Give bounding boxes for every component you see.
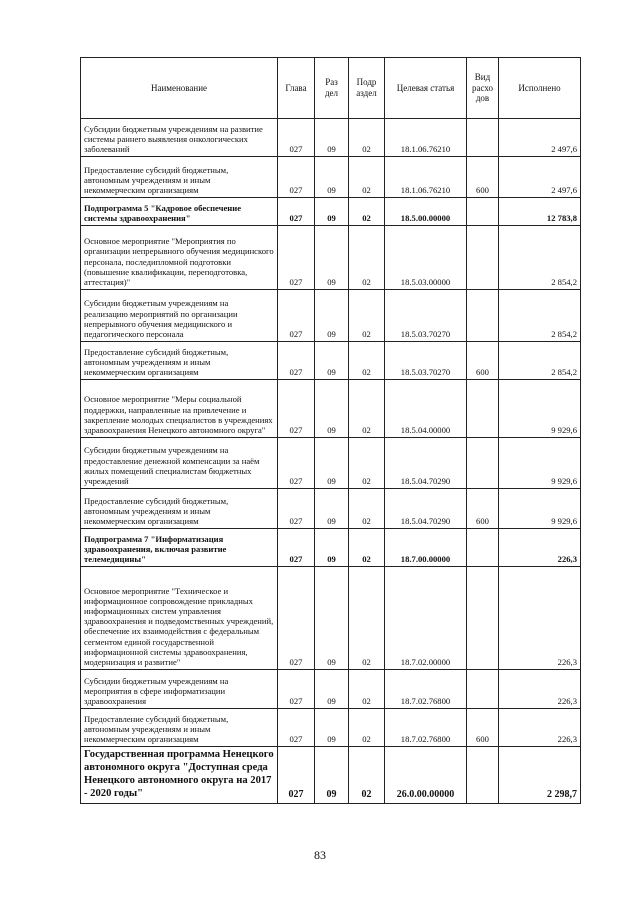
cell-executed: 226,3: [499, 567, 581, 670]
cell-executed: 226,3: [499, 529, 581, 567]
cell-executed: 9 929,6: [499, 489, 581, 529]
table-header-row: [81, 58, 581, 119]
cell-executed: 2 497,6: [499, 157, 581, 198]
cell-name: Субсидии бюджетным учреждениям на развитие системы раннего выявления онкологических заболеваний: [81, 119, 278, 157]
cell-target: 18.7.00.00000: [385, 529, 467, 567]
cell-chapter: 027: [278, 119, 315, 157]
cell-section: 09: [315, 119, 349, 157]
cell-type: [467, 226, 499, 290]
cell-section: 09: [315, 290, 349, 342]
cell-type: [467, 380, 499, 438]
cell-name: Предоставление субсидий бюджетным, автономным учреждениям и иным некоммерческим организациям: [81, 709, 278, 747]
cell-section: 09: [315, 342, 349, 380]
cell-chapter: 027: [278, 157, 315, 198]
cell-chapter: 027: [278, 567, 315, 670]
table-row: [81, 342, 581, 380]
cell-executed: 9 929,6: [499, 380, 581, 438]
cell-name: Субсидии бюджетным учреждениям на реализацию мероприятий по организации непрерывного обучения медицинского и педагогического персонала: [81, 290, 278, 342]
cell-type: [467, 747, 499, 804]
cell-subsection: 02: [349, 290, 385, 342]
cell-target: 18.7.02.76800: [385, 670, 467, 709]
header-executed: Исполнено: [499, 58, 581, 119]
cell-name: Предоставление субсидий бюджетным, автономным учреждениям и иным некоммерческим организациям: [81, 157, 278, 198]
cell-name: Основное мероприятие "Техническое и информационное сопровождение прикладных информационных систем управления здравоохранения и подведомственных учреждений, обеспечение их взаимодействия с федеральным сегментом единой государственной информационной системы здравоохранения, модернизация и развитие": [81, 567, 278, 670]
cell-section: 09: [315, 226, 349, 290]
cell-type: [467, 529, 499, 567]
cell-chapter: 027: [278, 670, 315, 709]
cell-section: 09: [315, 438, 349, 489]
cell-chapter: 027: [278, 342, 315, 380]
cell-target: 18.5.03.70270: [385, 290, 467, 342]
cell-executed: 2 854,2: [499, 342, 581, 380]
header-chapter: Глава: [278, 58, 315, 119]
cell-type: [467, 567, 499, 670]
cell-type: [467, 438, 499, 489]
table-row: [81, 529, 581, 567]
cell-subsection: 02: [349, 119, 385, 157]
cell-chapter: 027: [278, 709, 315, 747]
cell-name: Предоставление субсидий бюджетным, автономным учреждениям и иным некоммерческим организациям: [81, 489, 278, 529]
cell-type: [467, 670, 499, 709]
cell-target: 18.5.04.00000: [385, 380, 467, 438]
cell-name: Субсидии бюджетным учреждениям на мероприятия в сфере информатизации здравоохранения: [81, 670, 278, 709]
cell-executed: 226,3: [499, 709, 581, 747]
table-row: [81, 290, 581, 342]
table-row: [81, 380, 581, 438]
header-target: Целевая статья: [385, 58, 467, 119]
cell-target: 18.5.04.70290: [385, 438, 467, 489]
cell-name: Подпрограмма 7 "Информатизация здравоохранения, включая развитие телемедицины": [81, 529, 278, 567]
cell-subsection: 02: [349, 380, 385, 438]
cell-subsection: 02: [349, 709, 385, 747]
cell-executed: 9 929,6: [499, 438, 581, 489]
cell-target: 18.1.06.76210: [385, 157, 467, 198]
cell-chapter: 027: [278, 489, 315, 529]
cell-chapter: 027: [278, 290, 315, 342]
cell-chapter: 027: [278, 226, 315, 290]
cell-section: 09: [315, 380, 349, 438]
page-number: 83: [314, 848, 326, 862]
cell-subsection: 02: [349, 157, 385, 198]
cell-executed: 12 783,8: [499, 198, 581, 226]
cell-target: 18.5.03.70270: [385, 342, 467, 380]
table-row: [81, 489, 581, 529]
cell-target: 18.1.06.76210: [385, 119, 467, 157]
cell-section: 09: [315, 157, 349, 198]
cell-subsection: 02: [349, 670, 385, 709]
cell-chapter: 027: [278, 380, 315, 438]
cell-section: 09: [315, 670, 349, 709]
table-row: [81, 747, 581, 804]
cell-subsection: 02: [349, 489, 385, 529]
cell-executed: 2 298,7: [499, 747, 581, 804]
table-row: [81, 157, 581, 198]
budget-execution-table: [80, 57, 581, 804]
cell-type: 600: [467, 342, 499, 380]
cell-type: 600: [467, 157, 499, 198]
cell-name: Субсидии бюджетным учреждениям на предоставление денежной компенсации за наём жилых помещений специалистам бюджетных учреждений: [81, 438, 278, 489]
table-row: [81, 709, 581, 747]
cell-name: Предоставление субсидий бюджетным, автономным учреждениям и иным некоммерческим организациям: [81, 342, 278, 380]
cell-chapter: 027: [278, 198, 315, 226]
cell-target: 18.7.02.00000: [385, 567, 467, 670]
table-row: [81, 198, 581, 226]
cell-target: 18.5.03.00000: [385, 226, 467, 290]
cell-subsection: 02: [349, 198, 385, 226]
cell-name: Основное мероприятие "Мероприятия по организации непрерывного обучения медицинского персонала, последипломной подготовки (повышение квалификации, переподготовка, аттестация)": [81, 226, 278, 290]
cell-target: 18.7.02.76800: [385, 709, 467, 747]
cell-name: Основное мероприятие "Меры социальной поддержки, направленные на привлечение и закрепление молодых специалистов в учреждениях здравоохранения Ненецкого автономного округа": [81, 380, 278, 438]
cell-target: 26.0.00.00000: [385, 747, 467, 804]
cell-type: [467, 119, 499, 157]
header-type: Вид расхо дов: [467, 58, 499, 119]
cell-subsection: 02: [349, 567, 385, 670]
header-subsection: Подр аздел: [349, 58, 385, 119]
cell-section: 09: [315, 529, 349, 567]
table-row: [81, 567, 581, 670]
cell-name: Государственная программа Ненецкого автономного округа "Доступная среда Ненецкого автономного округа на 2017 - 2020 годы": [81, 747, 278, 804]
cell-chapter: 027: [278, 529, 315, 567]
cell-executed: 2 854,2: [499, 226, 581, 290]
cell-target: 18.5.04.70290: [385, 489, 467, 529]
cell-subsection: 02: [349, 529, 385, 567]
cell-section: 09: [315, 747, 349, 804]
cell-section: 09: [315, 709, 349, 747]
cell-target: 18.5.00.00000: [385, 198, 467, 226]
table-row: [81, 119, 581, 157]
cell-chapter: 027: [278, 438, 315, 489]
cell-chapter: 027: [278, 747, 315, 804]
cell-type: [467, 290, 499, 342]
cell-section: 09: [315, 198, 349, 226]
cell-type: [467, 198, 499, 226]
cell-executed: 226,3: [499, 670, 581, 709]
cell-section: 09: [315, 489, 349, 529]
cell-subsection: 02: [349, 747, 385, 804]
table-row: [81, 670, 581, 709]
cell-type: 600: [467, 489, 499, 529]
cell-name: Подпрограмма 5 "Кадровое обеспечение системы здравоохранения": [81, 198, 278, 226]
cell-section: 09: [315, 567, 349, 670]
cell-executed: 2 497,6: [499, 119, 581, 157]
cell-type: 600: [467, 709, 499, 747]
header-section: Раз дел: [315, 58, 349, 119]
cell-subsection: 02: [349, 438, 385, 489]
table-row: [81, 226, 581, 290]
table-row: [81, 438, 581, 489]
cell-subsection: 02: [349, 342, 385, 380]
cell-subsection: 02: [349, 226, 385, 290]
cell-executed: 2 854,2: [499, 290, 581, 342]
header-name: Наименование: [81, 58, 278, 119]
